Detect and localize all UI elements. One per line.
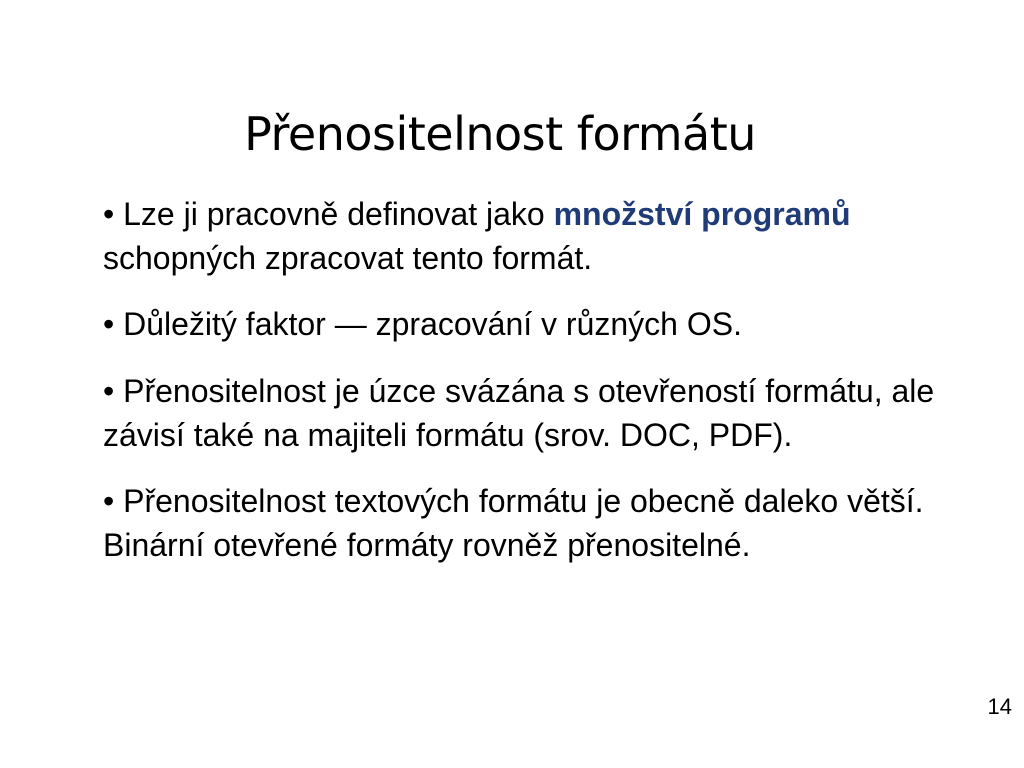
bullet-text-formats: • Přenositelnost textových formátu je obecně daleko větší. Binární otevřené formáty rovněž přenositelné. [103,483,924,563]
bullet-definition-prefix: • Lze ji pracovně definovat jako [103,196,554,232]
page-number: 14 [987,694,1012,719]
bullet-definition-highlight: množství programů [553,196,851,232]
bullet-important-factor: • Důležitý faktor — zpracování v různých OS. [103,306,742,342]
bullet-list [103,192,963,589]
bullet-definition [103,192,963,280]
bullet-openness: • Přenositelnost je úzce svázána s otevřeností formátu, ale závisí také na majiteli formátu (srov. DOC, PDF). [103,373,935,453]
bullet-definition-suffix: schopných zpracovat tento formát. [103,240,593,276]
slide-title: Přenositelnost formátu [244,107,756,161]
